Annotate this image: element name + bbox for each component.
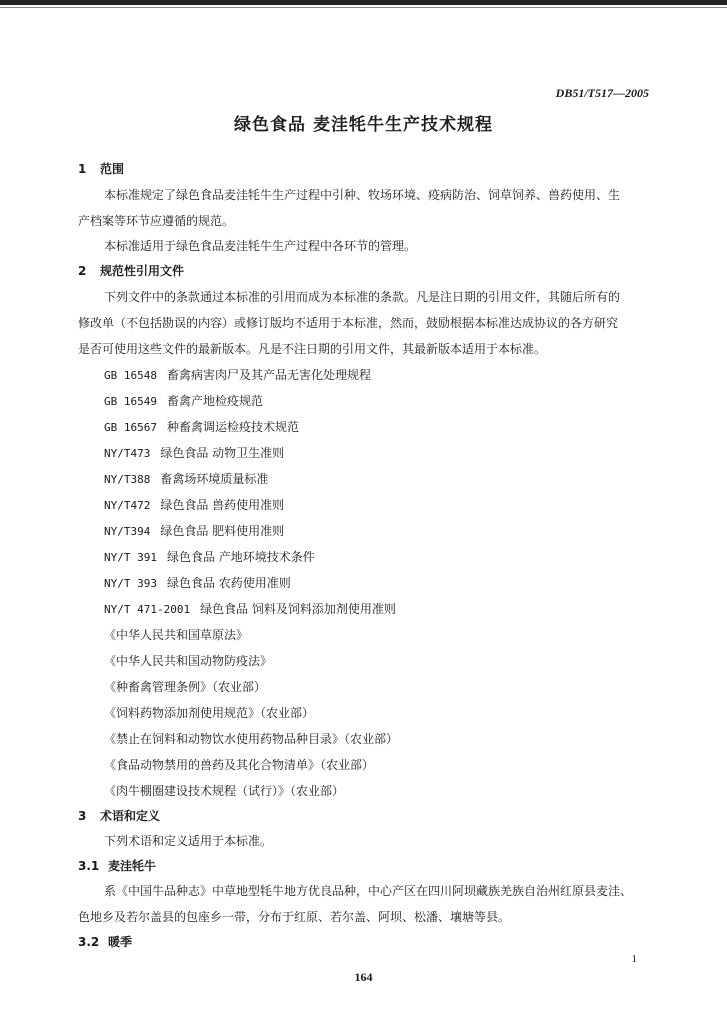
reference-name: 种畜禽调运检疫技术规范 [166,420,299,434]
section-2-number: 2 [78,264,87,278]
reference-item [104,549,315,566]
reference-item [104,523,284,540]
section-2-title: 规范性引用文件 [100,264,185,278]
subsection-3-2-number: 3.2 [78,935,100,949]
document-title: 绿色食品 麦洼牦牛生产技术规程 [234,115,493,135]
subsection-3-2-title: 暖季 [108,935,133,949]
subsection-3-1-line-1: 系《中国牛品种志》中草地型牦牛地方优良品种，中心产区在四川阿坝藏族羌族自治州红原县麦洼、 [104,884,633,898]
reference-code: GB 16549 [104,395,157,408]
section-3-title: 术语和定义 [100,809,161,823]
reference-item [104,419,299,436]
reference-code: NY/T 393 [104,577,157,590]
subsection-3-2-heading [78,934,132,950]
reference-item [104,601,396,618]
section-2-para-line-3: 是否可使用这些文件的最新版本。凡是不注日期的引用文件，其最新版本适用于本标准。 [78,342,547,356]
reference-name: 畜禽病害肉尸及其产品无害化处理规程 [166,368,371,382]
reference-code: GB 16548 [104,369,157,382]
reference-name: 畜禽产地检疫规范 [166,394,263,408]
law-reference: 《肉牛棚圈建设技术规程（试行）》（农业部） [104,784,345,798]
reference-name: 畜禽场环境质量标准 [160,472,269,486]
subsection-3-1-title: 麦洼牦牛 [108,859,157,873]
section-1-para-2: 本标准适用于绿色食品麦洼牦牛生产过程中各环节的管理。 [104,239,417,253]
standard-code: DB51/T517—2005 [555,86,649,100]
reference-code: NY/T 391 [104,551,157,564]
subsection-3-1-line-2: 色地乡及若尔盖县的包座乡一带，分布于红原、若尔盖、阿坝、松潘、壤塘等县。 [78,910,511,924]
reference-name: 绿色食品 肥料使用准则 [160,524,285,538]
reference-item [104,393,263,410]
top-border-thin-rule [0,7,727,8]
reference-name: 绿色食品 动物卫生准则 [160,446,285,460]
reference-item [104,471,268,488]
reference-code: GB 16567 [104,421,157,434]
top-border-rule [0,0,727,5]
subsection-3-1-number: 3.1 [78,859,100,873]
section-2-para-line-1: 下列文件中的条款通过本标准的引用而成为本标准的条款。凡是注日期的引用文件，其随后所有的 [104,290,621,304]
reference-name: 绿色食品 兽药使用准则 [160,498,285,512]
law-reference: 《中华人民共和国动物防疫法》 [104,654,273,668]
section-2-heading [78,263,184,279]
section-2-para-line-2: 修改单（不包括勘误的内容）或修订版均不适用于本标准，然而，鼓励根据本标准达成协议的各方研究 [78,316,619,330]
law-reference: 《禁止在饲料和动物饮水使用药物品种目录》（农业部） [104,732,399,746]
reference-code: NY/T388 [104,473,151,486]
reference-name: 绿色食品 饲料及饲料添加剂使用准则 [200,602,396,616]
subsection-3-1-heading [78,858,156,874]
section-1-title: 范围 [100,162,125,176]
law-reference: 《食品动物禁用的兽药及其化合物清单》（农业部） [104,758,375,772]
reference-code: NY/T472 [104,499,151,512]
section-3-heading [78,808,160,824]
section-3-number: 3 [78,809,87,823]
reference-item [104,367,371,384]
section-1-number: 1 [78,162,87,176]
page-number: 164 [354,970,373,984]
section-1-para-1-line-2: 产档案等环节应遵循的规范。 [78,214,235,228]
reference-code: NY/T 471-2001 [104,603,191,616]
law-reference: 《中华人民共和国草原法》 [104,628,249,642]
reference-code: NY/T394 [104,525,151,538]
reference-item [104,445,284,462]
reference-code: NY/T473 [104,447,151,460]
law-reference: 《种畜禽管理条例》（农业部） [104,680,267,694]
reference-name: 绿色食品 农药使用准则 [166,576,291,590]
corner-page-number: 1 [631,953,637,965]
section-1-heading [78,161,124,177]
reference-item [104,497,284,514]
reference-item [104,575,291,592]
section-1-para-1-line-1: 本标准规定了绿色食品麦洼牦牛生产过程中引种、牧场环境、疫病防治、饲草饲养、兽药使用、生 [104,188,621,202]
section-3-intro: 下列术语和定义适用于本标准。 [104,834,273,848]
law-reference: 《饲料药物添加剂使用规范》（农业部） [104,706,315,720]
reference-name: 绿色食品 产地环境技术条件 [166,550,315,564]
